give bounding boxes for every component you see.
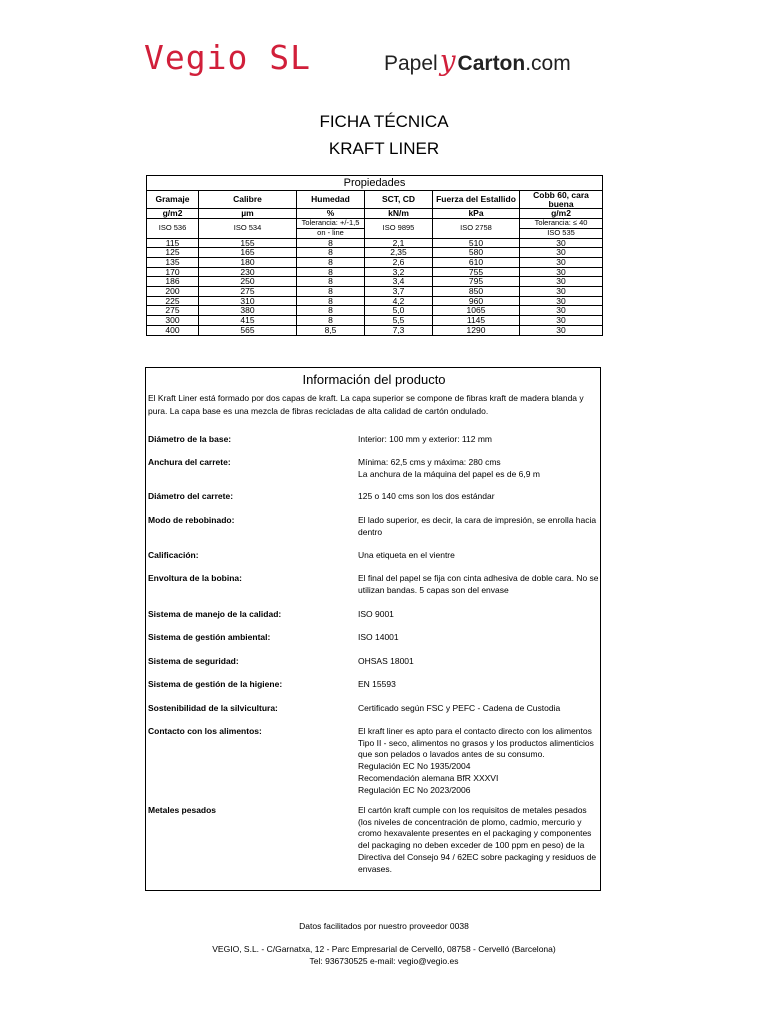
table-cell: 230 — [199, 267, 297, 277]
unit-humedad: % — [297, 209, 365, 219]
table-cell: 400 — [147, 325, 199, 335]
table-cell: 7,3 — [365, 325, 433, 335]
properties-table — [146, 175, 603, 336]
info-value — [358, 491, 600, 503]
table-row — [147, 306, 603, 316]
info-value-line: Regulación EC No 2023/2006 — [358, 784, 471, 795]
footer-address: VEGIO, S.L. - C/Garnatxa, 12 - Parc Empresarial de Cervelló, 08758 - Cervelló (Barcelona) — [212, 944, 556, 954]
info-value-line: dentro — [358, 526, 383, 537]
info-value-line: Mínima: 62,5 cms y máxima: 280 cms — [358, 457, 501, 467]
unit-sct: kN/m — [365, 209, 433, 219]
table-cell: 510 — [433, 238, 520, 248]
info-label: Envoltura de la bobina: — [148, 573, 242, 583]
info-value-line: 125 o 140 cms son los dos estándar — [358, 491, 495, 501]
info-label: Anchura del carrete: — [148, 457, 231, 467]
info-label: Contacto con los alimentos: — [148, 726, 262, 736]
info-value-line: cromo hexavalente presentes en el packaging y componentes — [358, 828, 592, 839]
info-value-line: ISO 9001 — [358, 609, 394, 619]
std-gramaje: ISO 536 — [147, 219, 199, 238]
std-estallido: ISO 2758 — [433, 219, 520, 238]
info-intro-line: El Kraft Liner está formado por dos capas de kraft. La capa superior se compone de fibras kraft de madera blanda y — [148, 393, 584, 403]
table-cell: 8 — [297, 267, 365, 277]
table-cell: 3,7 — [365, 287, 433, 297]
vegio-logo: Vegio SL — [144, 38, 311, 77]
info-value-line: utilizan bandas. 5 capas son del envase — [358, 584, 509, 595]
table-cell: 180 — [199, 257, 297, 267]
std-humedad-tolerance: Tolerancia: +/-1,5 — [297, 219, 365, 229]
table-cell: 8 — [297, 248, 365, 258]
table-cell: 30 — [520, 316, 603, 326]
std-calibre: ISO 534 — [199, 219, 297, 238]
std-humedad-mode: on - line — [297, 228, 365, 238]
logo-com-text: .com — [525, 52, 571, 75]
papelycarton-logo — [384, 44, 571, 77]
info-value-line: El kraft liner es apto para el contacto directo con los alimentos — [358, 726, 592, 736]
info-value-line: El cartón kraft cumple con los requisitos de metales pesados — [358, 805, 587, 815]
table-cell: 1290 — [433, 325, 520, 335]
info-value-line: Una etiqueta en el vientre — [358, 550, 455, 560]
info-value-line: Directiva del Consejo 94 / 62EC sobre packaging y residuos de — [358, 851, 597, 862]
info-value-line: Recomendación alemana BfR XXXVI — [358, 772, 499, 783]
footer-source: Datos facilitados por nuestro proveedor 0038 — [299, 921, 469, 931]
table-cell: 8 — [297, 306, 365, 316]
table-cell: 755 — [433, 267, 520, 277]
table-row — [147, 257, 603, 267]
table-cell: 8 — [297, 316, 365, 326]
info-intro-line: pura. La capa base es una mezcla de fibras recicladas de alta calidad de cartón ondulado. — [148, 405, 489, 416]
table-cell: 850 — [433, 287, 520, 297]
table-cell: 2,1 — [365, 238, 433, 248]
unit-gramaje: g/m2 — [147, 209, 199, 219]
table-cell: 415 — [199, 316, 297, 326]
header-gramaje: Gramaje — [147, 191, 199, 209]
table-cell: 165 — [199, 248, 297, 258]
info-label: Sistema de manejo de la calidad: — [148, 609, 282, 619]
info-label: Sistema de seguridad: — [148, 656, 239, 666]
header-sct: SCT, CD — [365, 191, 433, 209]
table-cell: 3,4 — [365, 277, 433, 287]
table-cell: 1145 — [433, 316, 520, 326]
info-label: Sistema de gestión ambiental: — [148, 632, 271, 642]
table-cell: 8 — [297, 287, 365, 297]
table-cell: 30 — [520, 277, 603, 287]
table-cell: 30 — [520, 287, 603, 297]
info-label: Sistema de gestión de la higiene: — [148, 679, 283, 689]
table-cell: 30 — [520, 238, 603, 248]
table-cell: 155 — [199, 238, 297, 248]
info-value — [358, 632, 600, 644]
std-cobb-tolerance: Tolerancia: ≤ 40 — [520, 219, 603, 229]
table-cell: 5,0 — [365, 306, 433, 316]
info-value-line: envases. — [358, 863, 393, 874]
table-row — [147, 296, 603, 306]
logo-papel-text: Papel — [384, 52, 438, 75]
table-cell: 2,6 — [365, 257, 433, 267]
table-cell: 135 — [147, 257, 199, 267]
table-row — [147, 325, 603, 335]
info-value-line: OHSAS 18001 — [358, 656, 414, 666]
table-cell: 565 — [199, 325, 297, 335]
table-cell: 8 — [297, 257, 365, 267]
info-value — [358, 679, 600, 691]
table-row — [147, 238, 603, 248]
table-cell: 30 — [520, 306, 603, 316]
table-cell: 310 — [199, 296, 297, 306]
info-value-line: EN 15593 — [358, 679, 396, 689]
logo-carton-text: Carton — [457, 52, 526, 75]
document-title: FICHA TÉCNICA — [319, 112, 449, 131]
table-cell: 2,35 — [365, 248, 433, 258]
table-row — [147, 248, 603, 258]
info-value-line: La anchura de la máquina del papel es de 6,9 m — [358, 468, 540, 479]
info-value-line: Regulación EC No 1935/2004 — [358, 761, 471, 772]
header-cobb: Cobb 60, cara buena — [520, 191, 603, 209]
table-cell: 300 — [147, 316, 199, 326]
table-row — [147, 267, 603, 277]
info-value — [358, 805, 600, 875]
info-value-line: El final del papel se fija con cinta adhesiva de doble cara. No se — [358, 573, 599, 583]
table-cell: 275 — [147, 306, 199, 316]
info-value — [358, 656, 600, 668]
product-title: KRAFT LINER — [328, 139, 440, 158]
table-cell: 8,5 — [297, 325, 365, 335]
info-value — [358, 726, 600, 796]
table-cell: 380 — [199, 306, 297, 316]
info-value-line: ISO 14001 — [358, 632, 399, 642]
table-cell: 275 — [199, 287, 297, 297]
table-cell: 30 — [520, 296, 603, 306]
table-cell: 186 — [147, 277, 199, 287]
info-value-line: Interior: 100 mm y exterior: 112 mm — [358, 434, 492, 444]
unit-estallido: kPa — [433, 209, 520, 219]
header-calibre: Calibre — [199, 191, 297, 209]
table-cell: 200 — [147, 287, 199, 297]
info-label: Modo de rebobinado: — [148, 515, 235, 525]
table-cell: 1065 — [433, 306, 520, 316]
table-cell: 795 — [433, 277, 520, 287]
table-cell: 580 — [433, 248, 520, 258]
std-sct: ISO 9895 — [365, 219, 433, 238]
info-value — [358, 457, 600, 480]
table-cell: 4,2 — [365, 296, 433, 306]
std-cobb: ISO 535 — [520, 228, 603, 238]
logo-y-text: y — [439, 44, 456, 77]
footer-contact: Tel: 936730525 e-mail: vegio@vegio.es — [309, 956, 459, 966]
table-cell: 30 — [520, 248, 603, 258]
info-value-line: Certificado según FSC y PEFC - Cadena de Custodia — [358, 703, 561, 713]
table-cell: 115 — [147, 238, 199, 248]
info-title: Información del producto — [302, 372, 446, 387]
table-cell: 8 — [297, 296, 365, 306]
info-value-line: Tipo II - seco, alimentos no grasos y los productos alimenticios — [358, 737, 594, 748]
table-cell: 170 — [147, 267, 199, 277]
table-cell: 30 — [520, 257, 603, 267]
table-cell: 30 — [520, 267, 603, 277]
table-cell: 125 — [147, 248, 199, 258]
table-row — [147, 277, 603, 287]
table-cell: 610 — [433, 257, 520, 267]
info-label: Sostenibilidad de la silvicultura: — [148, 703, 278, 713]
info-value-line: que son pelados o lavados antes de su consumo. — [358, 749, 545, 760]
header-humedad: Humedad — [297, 191, 365, 209]
info-value-line: El lado superior, es decir, la cara de impresión, se enrolla hacia — [358, 515, 597, 525]
table-cell: 225 — [147, 296, 199, 306]
header-estallido: Fuerza del Estallido — [433, 191, 520, 209]
table-cell: 8 — [297, 238, 365, 248]
table-row — [147, 287, 603, 297]
table-cell: 3,2 — [365, 267, 433, 277]
table-row — [147, 316, 603, 326]
info-label: Diámetro del carrete: — [148, 491, 234, 501]
properties-caption: Propiedades — [147, 176, 603, 191]
unit-cobb: g/m2 — [520, 209, 603, 219]
info-value — [358, 550, 600, 562]
info-label: Calificación: — [148, 550, 199, 560]
info-value-line: del packaging no deben exceder de 100 ppm en peso) de la — [358, 840, 585, 851]
unit-calibre: µm — [199, 209, 297, 219]
table-cell: 30 — [520, 325, 603, 335]
table-cell: 960 — [433, 296, 520, 306]
table-cell: 5,5 — [365, 316, 433, 326]
table-cell: 8 — [297, 277, 365, 287]
info-label: Diámetro de la base: — [148, 434, 232, 444]
info-intro — [148, 392, 598, 417]
info-value — [358, 609, 600, 621]
product-info-box — [145, 367, 601, 891]
info-value — [358, 515, 600, 538]
info-value — [358, 434, 600, 446]
info-value — [358, 573, 600, 596]
table-cell: 250 — [199, 277, 297, 287]
info-value-line: (los niveles de concentración de plomo, cadmio, mercurio y — [358, 816, 582, 827]
info-value — [358, 703, 600, 715]
info-label: Metales pesados — [148, 805, 217, 815]
